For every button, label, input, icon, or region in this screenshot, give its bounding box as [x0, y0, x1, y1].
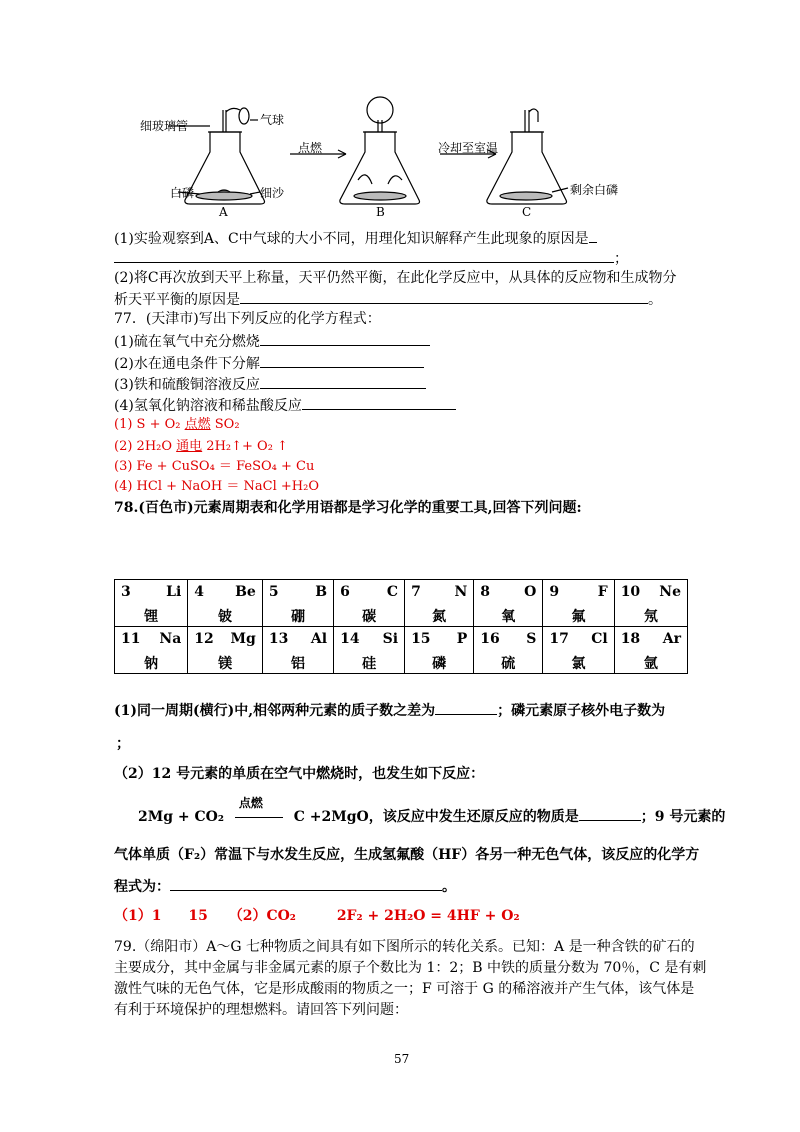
flask-c	[487, 109, 568, 204]
q77-answer-4: (4) HCl + NaOH ＝ NaCl +H₂O	[114, 479, 319, 494]
q77-item: (1)硫在氧气中充分燃烧	[114, 331, 430, 352]
page-number: 57	[394, 1052, 410, 1066]
q78-part1: (1)同一周期(横行)中,相邻两种元素的质子数之差为 ；磷元素原子核外电子数为	[114, 700, 665, 721]
label-balloon: 气球	[260, 113, 285, 127]
label-remaining: 剩余白磷	[570, 183, 619, 197]
element-cell: 12 Mg 镁	[188, 627, 263, 674]
element-cell: 17 Cl 氯	[543, 627, 614, 674]
q77-answer-2: (2) 2H₂O 通电 2H₂↑+ O₂ ↑	[114, 439, 288, 454]
element-cell: 7 N 氮	[405, 580, 474, 627]
element-cell: 4 Be 铍	[188, 580, 263, 627]
q77-item: (4)氢氧化钠溶液和稀盐酸反应	[114, 395, 456, 416]
periodic-table	[114, 579, 688, 674]
element-cell: 5 B 硼	[262, 580, 333, 627]
element-cell: 11 Na 钠	[115, 627, 188, 674]
element-cell: 15 P 磷	[405, 627, 474, 674]
element-cell: 10 Ne 氖	[614, 580, 687, 627]
q79-line: 主要成分，其中金属与非金属元素的原子个数比为 1：2；B 中铁的质量分数为 70％，C 是有刺	[114, 960, 707, 976]
table-row	[115, 580, 688, 627]
q78-part2: （2）12 号元素的单质在空气中燃烧时，也发生如下反应：	[114, 766, 485, 782]
element-cell: 14 Si 硅	[334, 627, 405, 674]
q77-item: (3)铁和硫酸铜溶液反应	[114, 374, 426, 395]
arrow-ignite-label: 点燃	[298, 141, 323, 155]
q76-part1-blank: ；	[114, 248, 628, 269]
table-row	[115, 627, 688, 674]
q79-line: 激性气味的无色气体，它是形成酸雨的物质之一；F 可溶于 G 的稀溶液并产生气体，该气体是	[114, 981, 695, 997]
q78-part1-end: ；	[116, 736, 130, 752]
label-phosphorus: 白磷	[170, 186, 195, 200]
q78-part3: 气体单质（F₂）常温下与水发生反应，生成氢氟酸（HF）各另一种无色气体，该反应的化学方	[114, 847, 700, 863]
q77-title: 77．(天津市)写出下列反应的化学方程式：	[114, 311, 381, 327]
q76-part2-line1: (2)将C再次放到天平上称量，天平仍然平衡，在此化学反应中，从具体的反应物和生成物分	[114, 270, 677, 286]
element-cell: 3 Li 锂	[115, 580, 188, 627]
element-cell: 6 C 碳	[334, 580, 405, 627]
element-cell: 9 F 氟	[543, 580, 614, 627]
element-cell: 13 Al 铝	[262, 627, 333, 674]
q77-answer-1: (1) S + O₂ 点燃 SO₂	[114, 417, 240, 432]
q78-equation: 2Mg + CO₂ 点燃 C +2MgO，该反应中发生还原反应的物质是 ；9 号元素的	[138, 796, 726, 825]
q78-title: 78.(百色市)元素周期表和化学用语都是学习化学的重要工具,回答下列问题:	[114, 500, 582, 516]
arrow-cool-label: 冷却至室温	[438, 141, 499, 155]
element-cell: 18 Ar 氩	[614, 627, 687, 674]
q77-item: (2)水在通电条件下分解	[114, 353, 424, 374]
flask-a	[185, 108, 265, 204]
label-sand: 细沙	[260, 186, 285, 200]
label-c: C	[522, 205, 532, 219]
label-a: A	[219, 205, 228, 219]
q76-part1: (1)实验观察到A、C中气球的大小不同，用理化知识解释产生此现象的原因是	[114, 228, 597, 249]
label-tube: 细玻璃管	[140, 119, 189, 133]
q79-line: 有利于环境保护的理想燃料。请回答下列问题：	[114, 1002, 408, 1018]
flask-b	[340, 97, 420, 204]
label-b: B	[376, 205, 385, 219]
element-cell: 16 S 硫	[474, 627, 543, 674]
element-cell: 8 O 氧	[474, 580, 543, 627]
q78-answer: （1）1 15 （2）CO₂ 2F₂ + 2H₂O = 4HF + O₂	[114, 908, 520, 924]
q77-answer-3: (3) Fe + CuSO₄ ＝ FeSO₄ + Cu	[114, 459, 315, 474]
q79-line: 79.（绵阳市）A～G 七种物质之间具有如下图所示的转化关系。已知：A 是一种含铁的矿石的	[114, 939, 695, 955]
q76-part2-line2: 析天平平衡的原因是 。	[114, 289, 662, 310]
q78-part4: 程式为： 。	[114, 876, 456, 897]
